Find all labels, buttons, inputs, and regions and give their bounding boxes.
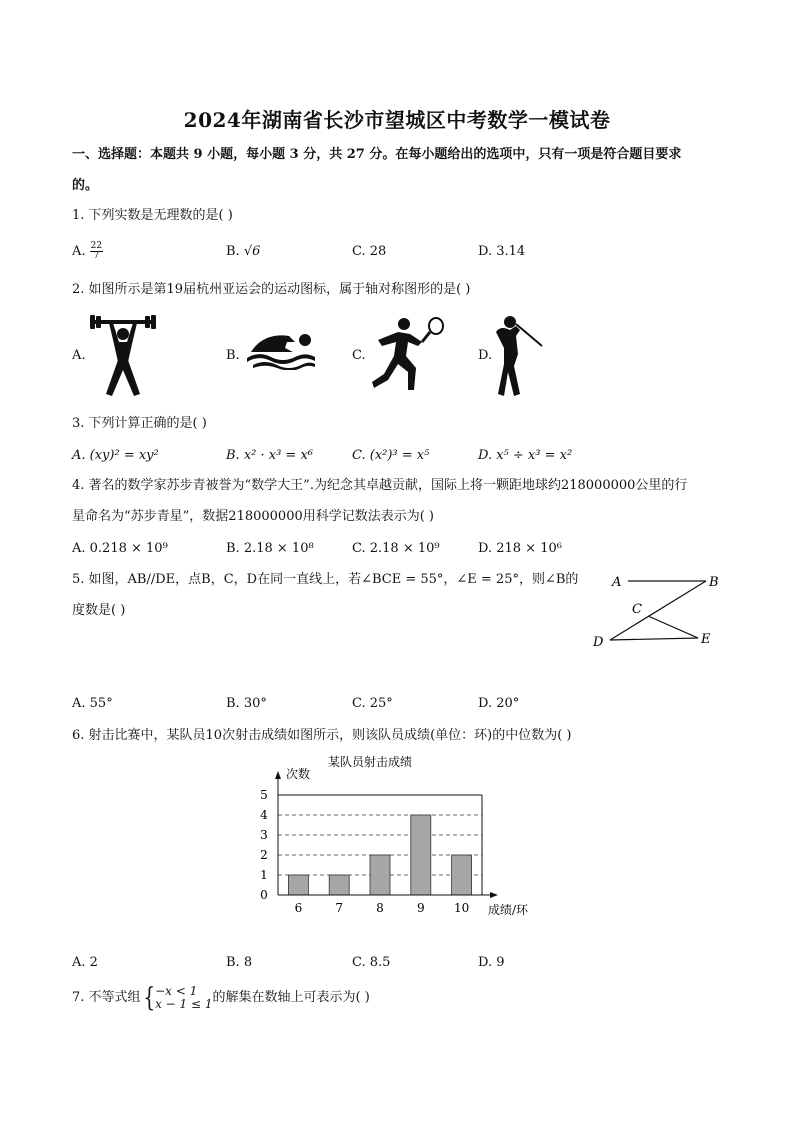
chart-x-tick-label: 8 — [376, 901, 384, 915]
q5-stem-line2: 度数是( ) — [72, 603, 126, 618]
q6-option-b: B. 8 — [226, 955, 253, 970]
q1-option-b-value: √6 — [243, 244, 261, 259]
q4-stem-line2: 星命名为“苏步青星”，数据218000000用科学记数法表示为( ) — [72, 509, 435, 524]
q2-option-d: D. — [478, 348, 493, 363]
q2-option-b: B. — [226, 348, 240, 363]
q5-option-d: D. 20° — [478, 696, 520, 711]
q7-inequality-system — [155, 985, 212, 1011]
chart-y-axis-arrow — [275, 771, 281, 779]
q4-option-c: C. 2.18 × 10⁹ — [352, 541, 440, 556]
chart-bar — [329, 875, 349, 895]
chart-x-tick-label: 6 — [294, 901, 303, 915]
chart-bar — [370, 855, 390, 895]
chart-bar — [452, 855, 472, 895]
chart-x-axis-arrow — [490, 892, 498, 898]
chart-y-tick-label: 4 — [260, 808, 268, 822]
q5-option-a: A. 55° — [72, 696, 113, 711]
section-heading-line2: 的。 — [72, 178, 99, 193]
chart-title: 某队员射击成绩 — [327, 755, 413, 769]
q4-stem-line1: 4. 著名的数学家苏步青被誉为“数学大王”.为纪念其卓越贡献，国际上将一颗距地球约218000000公里的行 — [72, 478, 688, 493]
q3-option-a: A. (xy)² = xy² — [72, 448, 159, 463]
chart-x-axis-label: 成绩/环 — [488, 903, 529, 917]
chart-bar — [411, 815, 431, 895]
chart-y-tick-label: 5 — [260, 788, 268, 802]
q1-option-d: D. 3.14 — [478, 244, 526, 259]
q4-option-a: A. 0.218 × 10⁹ — [72, 541, 168, 556]
page-title: 2024年湖南省长沙市望城区中考数学一模试卷 — [183, 108, 611, 132]
q7-stem-prefix: 7. 不等式组 — [72, 990, 141, 1005]
q2-option-a: A. — [72, 348, 86, 363]
q5-stem-line1: 5. 如图，AB//DE，点B，C，D在同一直线上，若∠BCE = 55°，∠E = 25°，则∠B的 — [72, 572, 579, 587]
q7-stem — [72, 983, 370, 1013]
geometry-figure — [586, 568, 726, 652]
chart-x-tick-label: 7 — [335, 901, 344, 915]
q4-option-b: B. 2.18 × 10⁸ — [226, 541, 314, 556]
q3-option-b: B. x² · x³ = x⁶ — [226, 448, 314, 463]
chart-y-tick-label: 2 — [260, 848, 268, 862]
q1-option-b-label: B. — [226, 244, 240, 259]
q1-option-c: C. 28 — [352, 244, 387, 259]
swimming-icon — [243, 330, 319, 370]
section-heading-line1: 一、选择题：本题共 9 小题，每小题 3 分，共 27 分。在每小题给出的选项中，只有一项是符合题目要求 — [72, 147, 682, 162]
chart-y-tick-label: 1 — [260, 868, 268, 882]
q7-inequality-2: x − 1 ≤ 1 — [155, 996, 213, 1011]
q5-option-b: B. 30° — [226, 696, 267, 711]
q6-option-d: D. 9 — [478, 955, 505, 970]
weightlifting-icon — [88, 314, 158, 398]
point-label-c: C — [632, 602, 642, 617]
q3-stem: 3. 下列计算正确的是( ) — [72, 416, 207, 431]
q6-stem: 6. 射击比赛中，某队员10次射击成绩如图所示，则该队员成绩(单位：环)的中位数为( ) — [72, 728, 572, 743]
q5-option-c: C. 25° — [352, 696, 393, 711]
point-label-d: D — [593, 635, 604, 650]
q6-option-a: A. 2 — [72, 955, 98, 970]
q3-option-d: D. x⁵ ÷ x³ = x² — [478, 448, 573, 463]
q1-fraction-numerator: 22 — [90, 241, 103, 251]
chart-y-tick-label: 0 — [260, 888, 268, 902]
q1-option-b — [226, 242, 260, 262]
chart-x-tick-label: 9 — [416, 901, 425, 915]
point-label-a: A — [612, 575, 622, 590]
q1-option-a-label: A. — [72, 244, 86, 259]
chart-bar — [288, 875, 308, 895]
q2-option-c: C. — [352, 348, 366, 363]
q4-option-d: D. 218 × 10⁶ — [478, 541, 562, 556]
q1-option-a — [72, 242, 103, 262]
golf-icon — [492, 314, 548, 398]
q1-fraction-denominator: 7 — [93, 251, 100, 261]
q7-inequality-1: −x < 1 — [155, 983, 198, 998]
q7-brace: { — [143, 982, 155, 1013]
q6-option-c: C. 8.5 — [352, 955, 391, 970]
tennis-icon — [368, 316, 448, 394]
q2-stem: 2. 如图所示是第19届杭州亚运会的运动图标，属于轴对称图形的是( ) — [72, 282, 471, 297]
q1-fraction — [90, 242, 103, 261]
chart-y-axis-label: 次数 — [286, 767, 311, 781]
q3-option-c: C. (x²)³ = x⁵ — [352, 448, 430, 463]
point-label-e: E — [701, 632, 711, 647]
point-label-b: B — [709, 575, 719, 590]
q1-stem: 1. 下列实数是无理数的是( ) — [72, 208, 233, 223]
q7-stem-suffix: 的解集在数轴上可表示为( ) — [212, 990, 370, 1005]
shooting-bar-chart — [246, 750, 546, 925]
chart-x-tick-label: 10 — [453, 901, 470, 915]
chart-y-tick-label: 3 — [260, 828, 268, 842]
